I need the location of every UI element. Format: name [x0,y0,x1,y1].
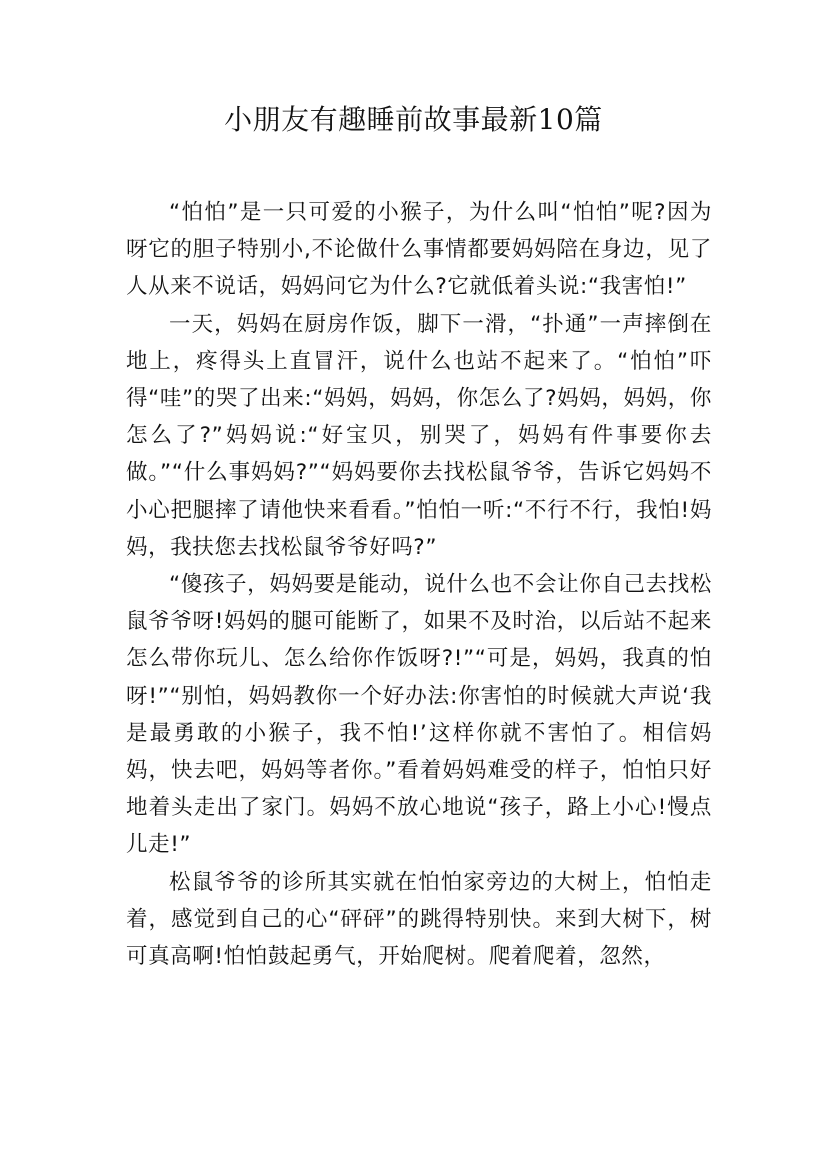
document-title: 小朋友有趣睡前故事最新10篇 [224,103,603,136]
paragraph-1: “怕怕”是一只可爱的小猴子，为什么叫“怕怕”呢?因为呀它的胆子特别小,不论做什么事情都要妈妈陪在身边，见了人从来不说话，妈妈问它为什么?它就低着头说:“我害怕!” [126,200,712,300]
paragraph-3: “傻孩子，妈妈要是能动，说什么也不会让你自己去找松鼠爷爷呀!妈妈的腿可能断了，如果不及时治，以后站不起来怎么带你玩儿、怎么给你作饭呀?!”“可是，妈妈，我真的怕呀!”“别怕，妈妈教你一个好办法:你害怕的时候就大声说‘我是最勇敢的小猴子，我不怕!’这样你就不害怕了。相信妈妈，快去吧，妈妈等者你。”看着妈妈难受的样子，怕怕只好地着头走出了家门。妈妈不放心地说“孩子，路上小心!慢点儿走!” [126,572,712,858]
paragraph-2: 一天，妈妈在厨房作饭，脚下一滑，“扑通”一声摔倒在地上，疼得头上直冒汗，说什么也站不起来了。“怕怕”吓得“哇”的哭了出来:“妈妈，妈妈，你怎么了?妈妈，妈妈，你怎么了?”妈妈说:“好宝贝，别哭了，妈妈有件事要你去做。”“什么事妈妈?”“妈妈要你去找松鼠爷爷，告诉它妈妈不小心把腿摔了请他快来看看。”怕怕一听:“不行不行，我怕!妈妈，我扶您去找松鼠爷爷好吗?” [126,311,712,560]
paragraph-4: 松鼠爷爷的诊所其实就在怕怕家旁边的大树上，怕怕走着，感觉到自己的心“砰砰”的跳得特别快。来到大树下，树可真高啊!怕怕鼓起勇气，开始爬树。爬着爬着，忽然， [126,869,712,970]
document-body [126,194,712,975]
